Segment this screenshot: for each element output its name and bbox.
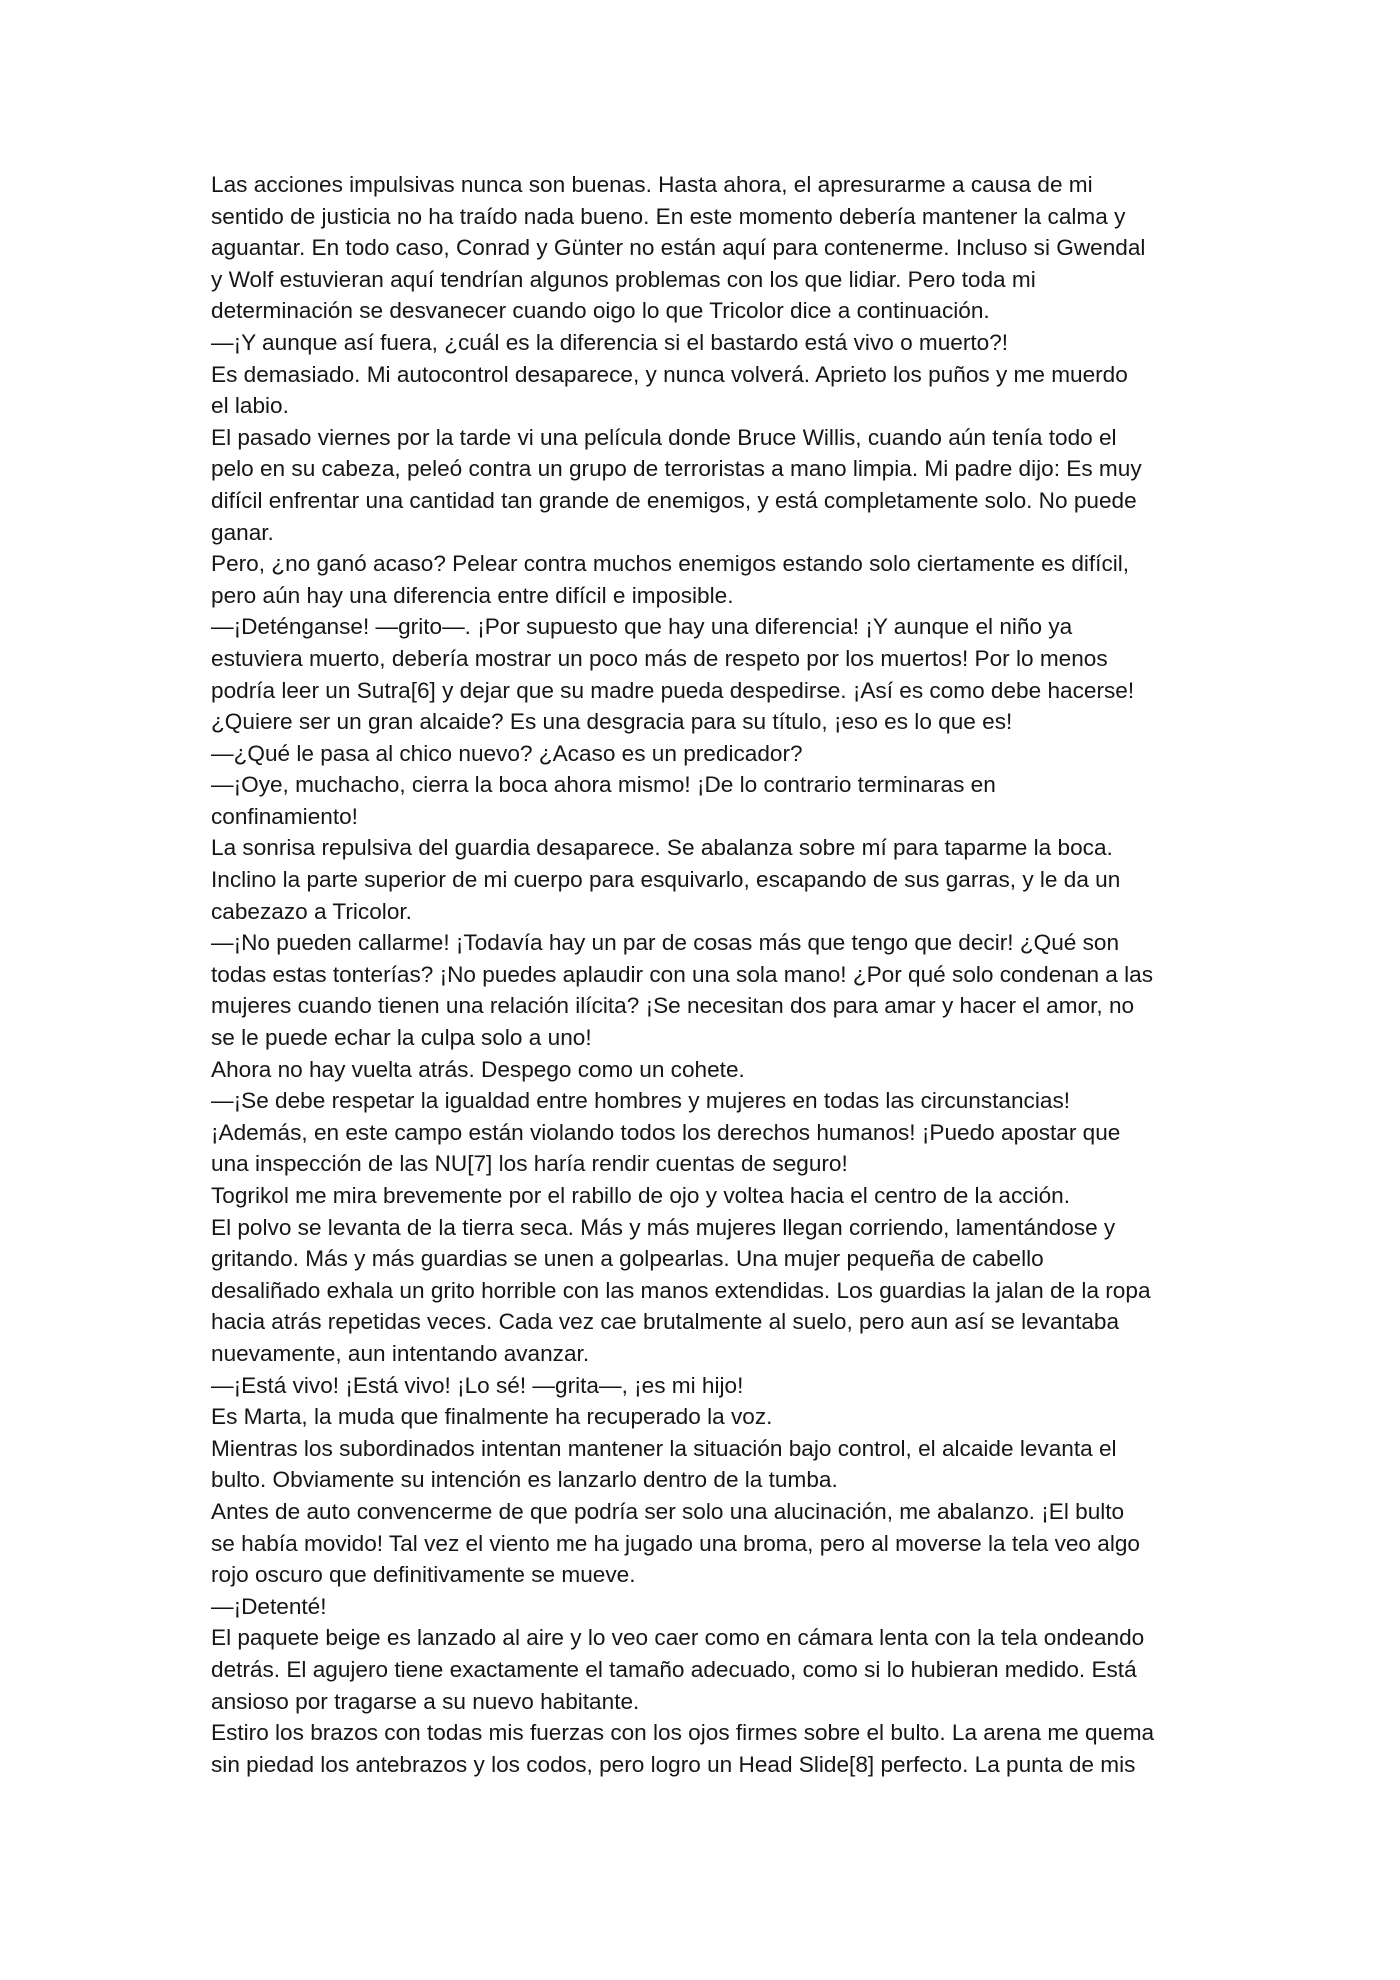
text-line: Mientras los subordinados intentan mantener la situación bajo control, el alcaide levanta el (211, 1435, 1117, 1461)
text-line: La sonrisa repulsiva del guardia desaparece. Se abalanza sobre mí para taparme la boca. (211, 835, 1113, 861)
text-line: —¡Deténganse! —grito—. ¡Por supuesto que hay una diferencia! ¡Y aunque el niño ya (211, 614, 1073, 640)
text-line: Estiro los brazos con todas mis fuerzas con los ojos firmes sobre el bulto. La arena me quema (211, 1720, 1155, 1746)
text-line: ansioso por tragarse a su nuevo habitante. (211, 1688, 640, 1714)
text-line: hacia atrás repetidas veces. Cada vez cae brutalmente al suelo, pero aun así se levantaba (211, 1309, 1120, 1335)
text-line: y Wolf estuvieran aquí tendrían algunos problemas con los que lidiar. Pero toda mi (211, 266, 1036, 292)
text-line: Es demasiado. Mi autocontrol desaparece, y nunca volverá. Aprieto los puños y me muerdo (211, 361, 1128, 387)
text-line: —¿Qué le pasa al chico nuevo? ¿Acaso es un predicador? (211, 740, 803, 766)
text-line: una inspección de las NU[7] los haría rendir cuentas de seguro! (211, 1151, 848, 1177)
body-text (211, 169, 1201, 1780)
text-line: ganar. (211, 519, 274, 545)
text-line: mujeres cuando tienen una relación ilícita? ¡Se necesitan dos para amar y hacer el amor, no (211, 993, 1135, 1019)
text-line: El paquete beige es lanzado al aire y lo veo caer como en cámara lenta con la tela ondeando (211, 1625, 1145, 1651)
text-line: aguantar. En todo caso, Conrad y Günter no están aquí para contenerme. Incluso si Gwendal (211, 235, 1146, 261)
text-line: —¡Y aunque así fuera, ¿cuál es la diferencia si el bastardo está vivo o muerto?! (211, 329, 1009, 355)
text-line: confinamiento! (211, 803, 358, 829)
text-line: pelo en su cabeza, peleó contra un grupo de terroristas a mano limpia. Mi padre dijo: Es muy (211, 456, 1142, 482)
text-line: el labio. (211, 393, 289, 419)
text-line: Inclino la parte superior de mi cuerpo para esquivarlo, escapando de sus garras, y le da un (211, 867, 1121, 893)
text-line: Antes de auto convencerme de que podría ser solo una alucinación, me abalanzo. ¡El bulto (211, 1498, 1125, 1524)
text-line: —¡Detenté! (211, 1593, 327, 1619)
text-line: Togrikol me mira brevemente por el rabillo de ojo y voltea hacia el centro de la acción. (211, 1183, 1071, 1208)
text-line: sin piedad los antebrazos y los codos, pero logro un Head Slide[8] perfecto. La punta de mis (211, 1751, 1136, 1777)
text-line: Es Marta, la muda que finalmente ha recuperado la voz. (211, 1404, 773, 1430)
text-line: bulto. Obviamente su intención es lanzarlo dentro de la tumba. (211, 1467, 838, 1493)
text-line: podría leer un Sutra[6] y dejar que su madre pueda despedirse. ¡Así es como debe hacerse! (211, 677, 1135, 703)
text-line: determinación se desvanecer cuando oigo lo que Tricolor dice a continuación. (211, 298, 990, 324)
text-line: estuviera muerto, debería mostrar un poco más de respeto por los muertos! Por lo menos (211, 645, 1108, 671)
text-line: cabezazo a Tricolor. (211, 898, 412, 924)
text-line: ¿Quiere ser un gran alcaide? Es una desgracia para su título, ¡eso es lo que es! (211, 709, 1013, 735)
text-line: —¡Está vivo! ¡Está vivo! ¡Lo sé! —grita—, ¡es mi hijo! (211, 1372, 744, 1398)
text-line: sentido de justicia no ha traído nada bueno. En este momento debería mantener la calma y (211, 203, 1126, 229)
text-line: Ahora no hay vuelta atrás. Despego como un cohete. (211, 1056, 745, 1082)
text-line: gritando. Más y más guardias se unen a golpearlas. Una mujer pequeña de cabello (211, 1246, 1044, 1272)
text-line: Las acciones impulsivas nunca son buenas. Hasta ahora, el apresurarme a causa de mi (211, 172, 1093, 197)
text-line: detrás. El agujero tiene exactamente el tamaño adecuado, como si lo hubieran medido. Está (211, 1656, 1137, 1682)
text-line: —¡Oye, muchacho, cierra la boca ahora mismo! ¡De lo contrario terminaras en (211, 772, 996, 798)
text-line: —¡Se debe respetar la igualdad entre hombres y mujeres en todas las circunstancias! (211, 1088, 1071, 1114)
text-line: difícil enfrentar una cantidad tan grande de enemigos, y está completamente solo. No puede (211, 487, 1137, 513)
text-line: ¡Además, en este campo están violando todos los derechos humanos! ¡Puedo apostar que (211, 1119, 1121, 1145)
text-line: El polvo se levanta de la tierra seca. Más y más mujeres llegan corriendo, lamentándose y (211, 1214, 1116, 1240)
text-line: —¡No pueden callarme! ¡Todavía hay un par de cosas más que tengo que decir! ¿Qué son (211, 930, 1120, 956)
text-line: El pasado viernes por la tarde vi una película donde Bruce Willis, cuando aún tenía todo el (211, 424, 1117, 450)
text-line: se había movido! Tal vez el viento me ha jugado una broma, pero al moverse la tela veo algo (211, 1530, 1140, 1556)
text-line: rojo oscuro que definitivamente se mueve. (211, 1562, 636, 1588)
text-line: todas estas tonterías? ¡No puedes aplaudir con una sola mano! ¿Por qué solo condenan a las (211, 961, 1154, 987)
text-line: nuevamente, aun intentando avanzar. (211, 1340, 590, 1366)
text-line: Pero, ¿no ganó acaso? Pelear contra muchos enemigos estando solo ciertamente es difícil, (211, 551, 1130, 577)
text-line: se le puede echar la culpa solo a uno! (211, 1025, 592, 1051)
text-line: desaliñado exhala un grito horrible con las manos extendidas. Los guardias la jalan de la ropa (211, 1277, 1151, 1303)
text-line: pero aún hay una diferencia entre difícil e imposible. (211, 582, 734, 608)
